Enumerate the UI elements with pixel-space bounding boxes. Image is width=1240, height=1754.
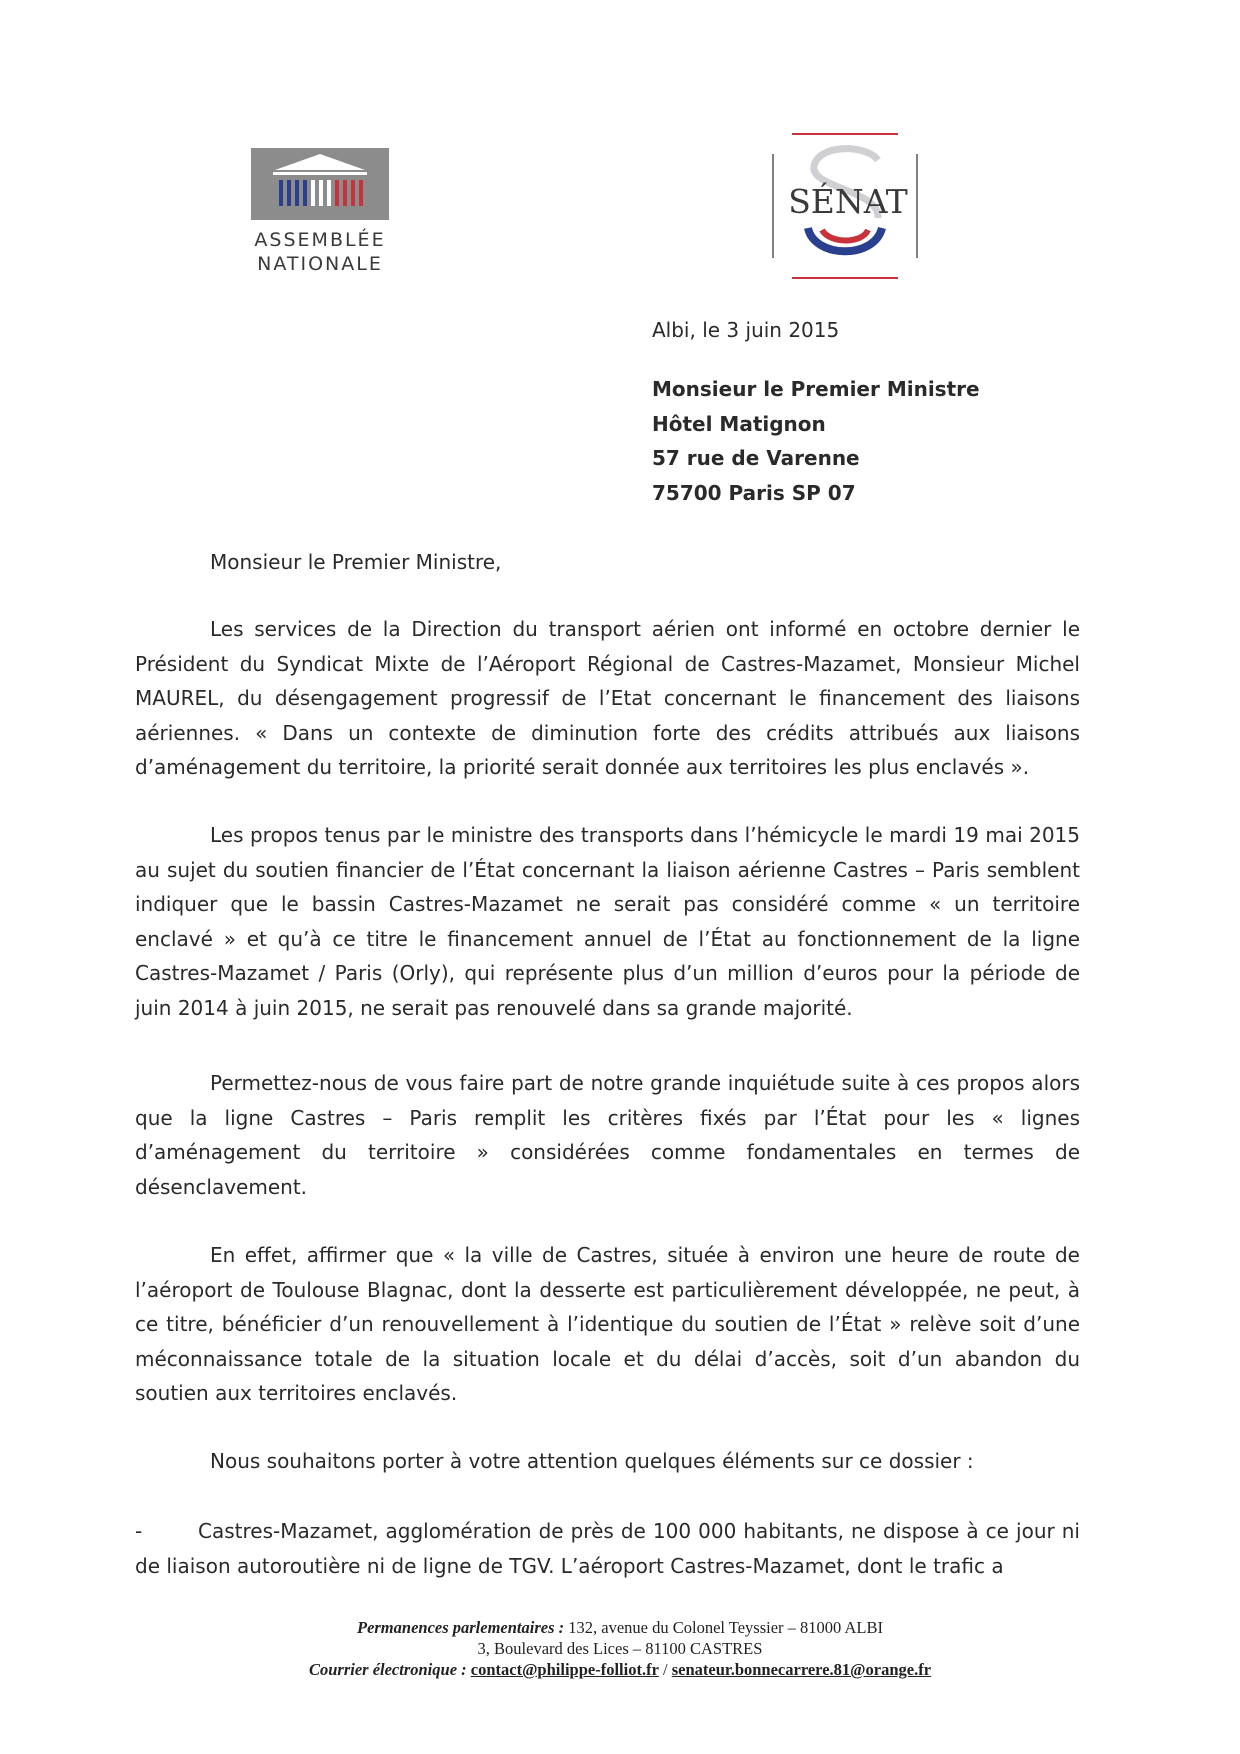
footer-address-castres: 3, Boulevard des Lices – 81100 CASTRES [477, 1639, 763, 1658]
body-paragraph: En effet, affirmer que « la ville de Castres, située à environ une heure de route de l’aéroport de Toulouse Blagnac, dont la desserte est particulièrement développée, ne peut, à ce titre, bénéficier d’un renouvellement à l’identique du soutien de l’État » relève soit d’une méconnaissance totale de la situation locale et du délai d’accès, soit d’un abandon du soutien aux territoires enclavés. [135, 1243, 1080, 1405]
assemblee-line2: NATIONALE [257, 253, 383, 275]
footer-address-albi: 132, avenue du Colonel Teyssier – 81000 ALBI [564, 1618, 884, 1637]
bullet-dash: - [135, 1519, 143, 1543]
footer-line-1 [160, 1617, 1080, 1638]
senat-logo [770, 132, 925, 282]
recipient-line: 57 rue de Varenne [652, 446, 860, 470]
assemblee-line1: ASSEMBLÉE [254, 229, 386, 251]
letter-footer [160, 1617, 1080, 1680]
email-link-folliot[interactable]: contact@philippe-folliot.fr [470, 1660, 659, 1679]
body-paragraph: Les services de la Direction du transport aérien ont informé en octobre dernier le Président du Syndicat Mixte de l’Aéroport Régional de Castres-Mazamet, Monsieur Michel MAUREL, du désengagement progressif de l’Etat concernant le financement des liaisons aériennes. « Dans un contexte de diminution forte des crédits attribués aux liaisons d’aménagement du territoire, la priorité serait donnée aux territoires les plus enclavés ». [135, 617, 1080, 779]
recipient-line: Monsieur le Premier Ministre [652, 377, 980, 401]
salutation: Monsieur le Premier Ministre, [210, 550, 502, 574]
body-paragraph: Nous souhaitons porter à votre attention quelques éléments sur ce dossier : [210, 1449, 974, 1473]
body-paragraph: Les propos tenus par le ministre des transports dans l’hémicycle le mardi 19 mai 2015 au sujet du soutien financier de l’État concernant la liaison aérienne Castres – Paris semblent indiquer que le bassin Castres-Mazamet ne serait pas considéré comme « un territoire enclavé » et qu’à ce titre le financement annuel de l’État au fonctionnement de la ligne Castres-Mazamet / Paris (Orly), qui représente plus d’un million d’euros pour la période de juin 2014 à juin 2015, ne serait pas renouvelé dans sa grande majorité. [135, 823, 1080, 1020]
recipient-line: 75700 Paris SP 07 [652, 480, 856, 505]
footer-separator: / [658, 1660, 672, 1679]
assemblee-logo-text [245, 228, 395, 276]
footer-label-permanences: Permanences parlementaires : [356, 1618, 565, 1637]
assemblee-nationale-logo [245, 148, 395, 276]
email-link-bonnecarrere[interactable]: senateur.bonnecarrere.81@orange.fr [671, 1660, 932, 1679]
body-paragraph: Permettez-nous de vous faire part de notre grande inquiétude suite à ces propos alors que la ligne Castres – Paris remplit les critères fixés par l’État pour les « lignes d’aménagement du territoire » considérées comme fondamentales en termes de désenclavement. [135, 1071, 1080, 1199]
letter-date: Albi, le 3 juin 2015 [652, 318, 840, 342]
footer-label-email: Courrier électronique : [308, 1660, 467, 1679]
senat-logo-text: SÉNAT [788, 182, 908, 221]
hemicycle-icon [251, 148, 389, 220]
bullet-item [135, 1514, 1080, 1583]
footer-line-3 [160, 1659, 1080, 1680]
bullet-text: Castres-Mazamet, agglomération de près de 100 000 habitants, ne dispose à ce jour ni de liaison autoroutière ni de ligne de TGV. L’aéroport Castres-Mazamet, dont le trafic a [135, 1519, 1080, 1578]
recipient-address [652, 372, 980, 510]
recipient-line: Hôtel Matignon [652, 411, 826, 436]
